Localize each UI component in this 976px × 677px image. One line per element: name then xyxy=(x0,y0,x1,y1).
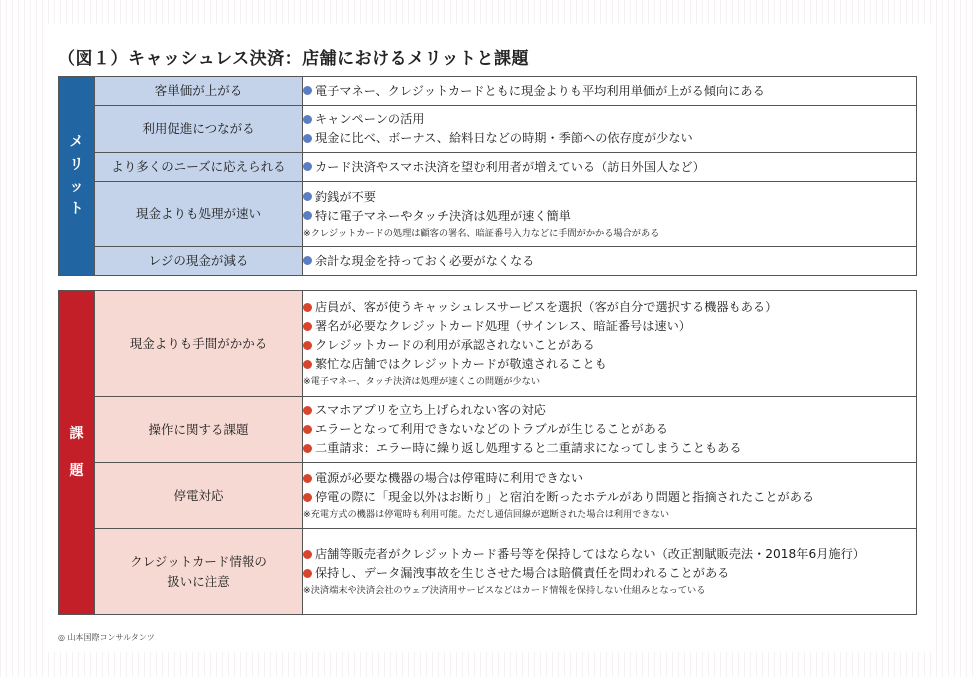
merit-row xyxy=(59,106,917,153)
merit-row-content xyxy=(303,77,917,106)
list-item: スマホアプリを立ち上げられない客の対応 xyxy=(303,401,916,420)
bullet-icon xyxy=(303,192,312,201)
bullet-icon xyxy=(303,303,312,312)
bullet-icon xyxy=(303,569,312,578)
bullet-icon xyxy=(303,474,312,483)
issue-row-content xyxy=(303,291,917,397)
footnote: ※決済端末や決済会社のウェブ決済用サービスなどはカード情報を保持しない仕組みとなっている xyxy=(303,585,706,596)
list-item: 店舗等販売者がクレジットカード番号等を保持してはならない（改正割賦販売法・2018年6月施行） xyxy=(303,545,916,564)
bullet-icon xyxy=(303,115,312,124)
bullet-icon xyxy=(303,211,312,220)
list-item: 保持し、データ漏洩事故を生じさせた場合は賠償責任を問われることがある xyxy=(303,564,916,583)
merit-row-content xyxy=(303,182,917,247)
merit-row xyxy=(59,153,917,182)
merit-row-content xyxy=(303,106,917,153)
issue-row xyxy=(59,463,917,529)
issue-row xyxy=(59,397,917,463)
list-item: 二重請求：エラー時に繰り返し処理すると二重請求になってしまうこともある xyxy=(303,439,916,458)
list-item: 署名が必要なクレジットカード処理（サインレス、暗証番号は速い） xyxy=(303,317,916,336)
merit-row xyxy=(59,182,917,247)
merit-row-heading: 現金よりも処理が速い xyxy=(95,182,303,247)
merit-row-content xyxy=(303,247,917,276)
issue-row-content xyxy=(303,463,917,529)
bullet-icon xyxy=(303,406,312,415)
issue-row-heading: 操作に関する課題 xyxy=(95,397,303,463)
source-credit: ◎ 山本国際コンサルタンツ xyxy=(58,633,155,642)
bullet-icon xyxy=(303,322,312,331)
footnote: ※電子マネー、タッチ決済は処理が速くこの問題が少ない xyxy=(303,376,541,387)
list-item: 電子マネー、クレジットカードともに現金よりも平均利用単価が上がる傾向にある xyxy=(303,82,916,101)
footnote: ※充電方式の機器は停電時も利用可能。ただし通信回線が遮断された場合は利用できない xyxy=(303,509,670,520)
list-item: クレジットカードの利用が承認されないことがある xyxy=(303,336,916,355)
list-item: 停電の際に「現金以外はお断り」と宿泊を断ったホテルがあり問題と指摘されたことがある xyxy=(303,488,916,507)
issue-row-content xyxy=(303,397,917,463)
list-item: 繁忙な店舗ではクレジットカードが敬遠されることも xyxy=(303,355,916,374)
merit-row-heading: 利用促進につながる xyxy=(95,106,303,153)
merit-row xyxy=(59,77,917,106)
merit-table xyxy=(58,76,917,276)
issue-row xyxy=(59,291,917,397)
issue-row-heading: 現金よりも手間がかかる xyxy=(95,291,303,397)
list-item: キャンペーンの活用 xyxy=(303,110,916,129)
bullet-icon xyxy=(303,134,312,143)
list-item: 釣銭が不要 xyxy=(303,188,916,207)
issue-row-content xyxy=(303,529,917,615)
list-item: 電源が必要な機器の場合は停電時に利用できない xyxy=(303,469,916,488)
bullet-icon xyxy=(303,86,312,95)
merit-row-content xyxy=(303,153,917,182)
bullet-icon xyxy=(303,444,312,453)
footnote: ※クレジットカードの処理は顧客の署名、暗証番号入力などに手間がかかる場合がある xyxy=(303,227,660,239)
bullet-icon xyxy=(303,550,312,559)
merit-row xyxy=(59,247,917,276)
list-item: 特に電子マネーやタッチ決済は処理が速く簡単 xyxy=(303,207,916,226)
list-item: 余計な現金を持っておく必要がなくなる xyxy=(303,252,916,271)
merit-row-heading: レジの現金が減る xyxy=(95,247,303,276)
issue-row xyxy=(59,529,917,615)
bullet-icon xyxy=(303,256,312,265)
merit-section-label: メ リ ッ ト xyxy=(59,77,95,276)
figure-title: （図１）キャッシュレス決済：店舗におけるメリットと課題 xyxy=(58,49,529,69)
list-item: 現金に比べ、ボーナス、給料日などの時期・季節への依存度が少ない xyxy=(303,129,916,148)
bullet-icon xyxy=(303,360,312,369)
merit-row-heading: 客単価が上がる xyxy=(95,77,303,106)
bullet-icon xyxy=(303,162,312,171)
issue-row-heading: 停電対応 xyxy=(95,463,303,529)
issue-row-heading: クレジットカード情報の 扱いに注意 xyxy=(95,529,303,615)
bullet-icon xyxy=(303,425,312,434)
issues-section-label: 課 題 xyxy=(59,291,95,615)
issues-table xyxy=(58,290,917,615)
bullet-icon xyxy=(303,493,312,502)
merit-row-heading: より多くのニーズに応えられる xyxy=(95,153,303,182)
bullet-icon xyxy=(303,341,312,350)
list-item: エラーとなって利用できないなどのトラブルが生じることがある xyxy=(303,420,916,439)
list-item: カード決済やスマホ決済を望む利用者が増えている（訪日外国人など） xyxy=(303,158,916,177)
list-item: 店員が、客が使うキャッシュレスサービスを選択（客が自分で選択する機器もある） xyxy=(303,298,916,317)
